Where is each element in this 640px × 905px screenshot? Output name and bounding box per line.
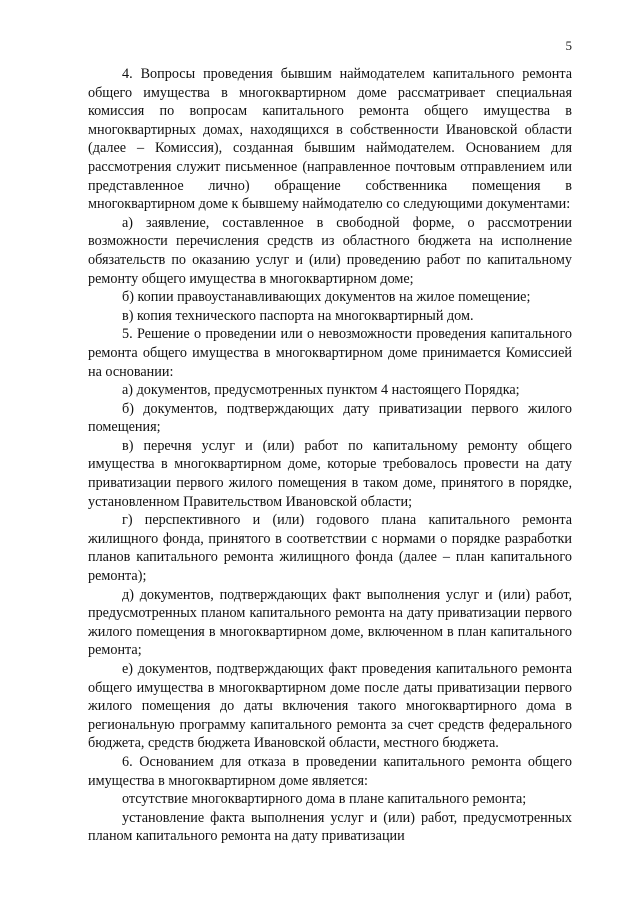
paragraph-6-intro: 6. Основанием для отказа в проведении капитального ремонта общего имущества в многоквартирном доме является: (88, 753, 572, 789)
paragraph-4-intro: 4. Вопросы проведения бывшим наймодателем капитального ремонта общего имущества в многоквартирном доме рассматривает специальная комиссия по вопросам капитального ремонта общего имущества в многоквартирных домах, находящихся в собственности Ивановской области (далее – Комиссия), созданная бывшим наймодателем. Основанием для рассмотрения служит письменное (направленное почтовым отправлением или представленное лично) обращение собственника помещения в многоквартирном доме к бывшему наймодателю со следующими документами: (88, 66, 572, 213)
paragraph-4-item-c: в) копия технического паспорта на многоквартирный дом. (122, 307, 474, 324)
paragraph-5-item-a: а) документов, предусмотренных пунктом 4 настоящего Порядка; (122, 382, 520, 399)
page-number: 5 (565, 38, 572, 53)
paragraph-5-item-d: г) перспективного и (или) годового плана капитального ремонта жилищного фонда, принятого в соответствии с нормами о порядке разработки планов капитального ремонта жилищного фонда (далее – план капитального ремонта); (88, 512, 572, 585)
paragraph-6-reason-2: установление факта выполнения услуг и (или) работ, предусмотренных планом капитального ремонта на дату приватизации (88, 809, 572, 845)
paragraph-4-item-b: б) копии правоустанавливающих документов на жилое помещение; (122, 289, 531, 306)
paragraph-6-reason-1: отсутствие многоквартирного дома в плане капитального ремонта; (122, 791, 527, 808)
document-body (88, 65, 572, 846)
paragraph-5-item-b: б) документов, подтверждающих дату приватизации первого жилого помещения; (88, 400, 572, 436)
paragraph-5-item-c: в) перечня услуг и (или) работ по капитальному ремонту общего имущества в многоквартирном доме, которые требовалось провести на дату приватизации первого жилого помещения в таком доме, принятого в порядке, установленном Правительством Ивановской области; (88, 437, 572, 510)
paragraph-5-intro: 5. Решение о проведении или о невозможности проведения капитального ремонта общего имущества в многоквартирном доме принимается Комиссией на основании: (88, 326, 572, 380)
paragraph-5-item-f: е) документов, подтверждающих факт проведения капитального ремонта общего имущества в многоквартирном доме после даты приватизации первого жилого помещения до даты включения такого многоквартирного дома в региональную программу капитального ремонта за счет средств федерального бюджета, средств бюджета Ивановской области, местного бюджета. (88, 661, 572, 752)
paragraph-4-item-a: а) заявление, составленное в свободной форме, о рассмотрении возможности перечисления средств из областного бюджета на исполнение обязательств по оказанию услуг и (или) проведению работ по капитальному ремонту общего имущества в многоквартирном доме; (88, 214, 572, 287)
paragraph-5-item-e: д) документов, подтверждающих факт выполнения услуг и (или) работ, предусмотренных планом капитального ремонта на дату приватизации первого жилого помещения в многоквартирном доме, включенном в план капитального ремонта; (88, 586, 572, 659)
